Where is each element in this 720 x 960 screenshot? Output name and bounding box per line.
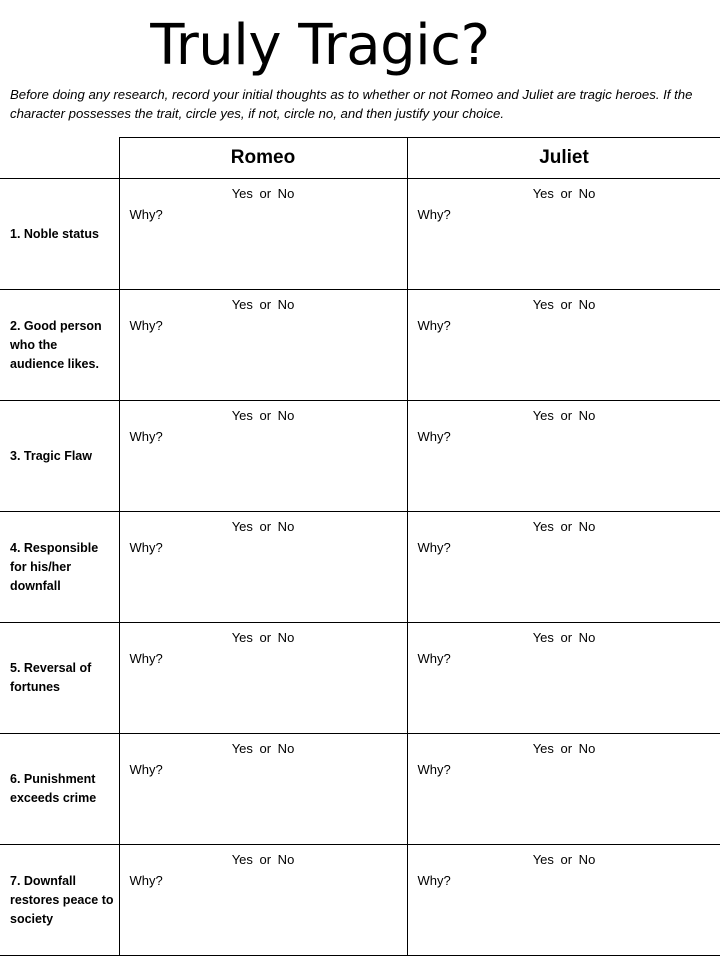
yes-or-no-prompt: Yes or No [231,186,295,201]
yes-or-no-prompt: Yes or No [532,186,596,201]
why-prompt: Why? [417,762,451,777]
romeo-answer-cell[interactable] [119,512,407,623]
why-prompt: Why? [129,429,163,444]
juliet-answer-cell[interactable] [407,401,720,512]
why-prompt: Why? [417,429,451,444]
why-prompt: Why? [129,540,163,555]
yes-or-no-prompt: Yes or No [532,852,596,867]
yes-or-no-prompt: Yes or No [532,630,596,645]
table-row [0,290,720,401]
yes-or-no-prompt: Yes or No [231,741,295,756]
juliet-answer-cell[interactable] [407,734,720,845]
trait-label: 6. Punishment exceeds crime [0,734,119,845]
yes-or-no-prompt: Yes or No [231,519,295,534]
yes-or-no-prompt: Yes or No [532,408,596,423]
romeo-answer-cell[interactable] [119,290,407,401]
yes-or-no-prompt: Yes or No [532,297,596,312]
juliet-answer-cell[interactable] [407,290,720,401]
romeo-answer-cell[interactable] [119,401,407,512]
why-prompt: Why? [417,207,451,222]
why-prompt: Why? [129,762,163,777]
table-row [0,845,720,956]
column-header-juliet: Juliet [407,138,720,179]
trait-label: 4. Responsible for his/her downfall [0,512,119,623]
why-prompt: Why? [417,318,451,333]
juliet-answer-cell[interactable] [407,512,720,623]
table-row [0,401,720,512]
trait-label: 7. Downfall restores peace to society [0,845,119,956]
why-prompt: Why? [129,207,163,222]
trait-label: 1. Noble status [0,179,119,290]
why-prompt: Why? [129,651,163,666]
instructions: Before doing any research, record your initial thoughts as to whether or not Romeo and Juliet are tragic heroes. If the character possesses the trait, circle yes, if not, circle no, and then justify your choice. [10,87,693,121]
yes-or-no-prompt: Yes or No [231,630,295,645]
romeo-answer-cell[interactable] [119,734,407,845]
column-header-romeo: Romeo [119,138,407,179]
why-prompt: Why? [417,651,451,666]
header-row [0,138,720,179]
corner-cell [0,138,119,179]
trait-label: 5. Reversal of fortunes [0,623,119,734]
why-prompt: Why? [129,318,163,333]
trait-label: 3. Tragic Flaw [0,401,119,512]
yes-or-no-prompt: Yes or No [532,519,596,534]
yes-or-no-prompt: Yes or No [532,741,596,756]
table-row [0,512,720,623]
yes-or-no-prompt: Yes or No [231,408,295,423]
page-title: Truly Tragic? [150,13,490,78]
romeo-answer-cell[interactable] [119,623,407,734]
juliet-answer-cell[interactable] [407,179,720,290]
yes-or-no-prompt: Yes or No [231,852,295,867]
tragic-hero-table [0,137,720,956]
trait-label: 2. Good person who the audience likes. [0,290,119,401]
table-row [0,734,720,845]
juliet-answer-cell[interactable] [407,845,720,956]
juliet-answer-cell[interactable] [407,623,720,734]
yes-or-no-prompt: Yes or No [231,297,295,312]
why-prompt: Why? [417,540,451,555]
why-prompt: Why? [417,873,451,888]
table-row [0,623,720,734]
romeo-answer-cell[interactable] [119,179,407,290]
table-row [0,179,720,290]
romeo-answer-cell[interactable] [119,845,407,956]
why-prompt: Why? [129,873,163,888]
